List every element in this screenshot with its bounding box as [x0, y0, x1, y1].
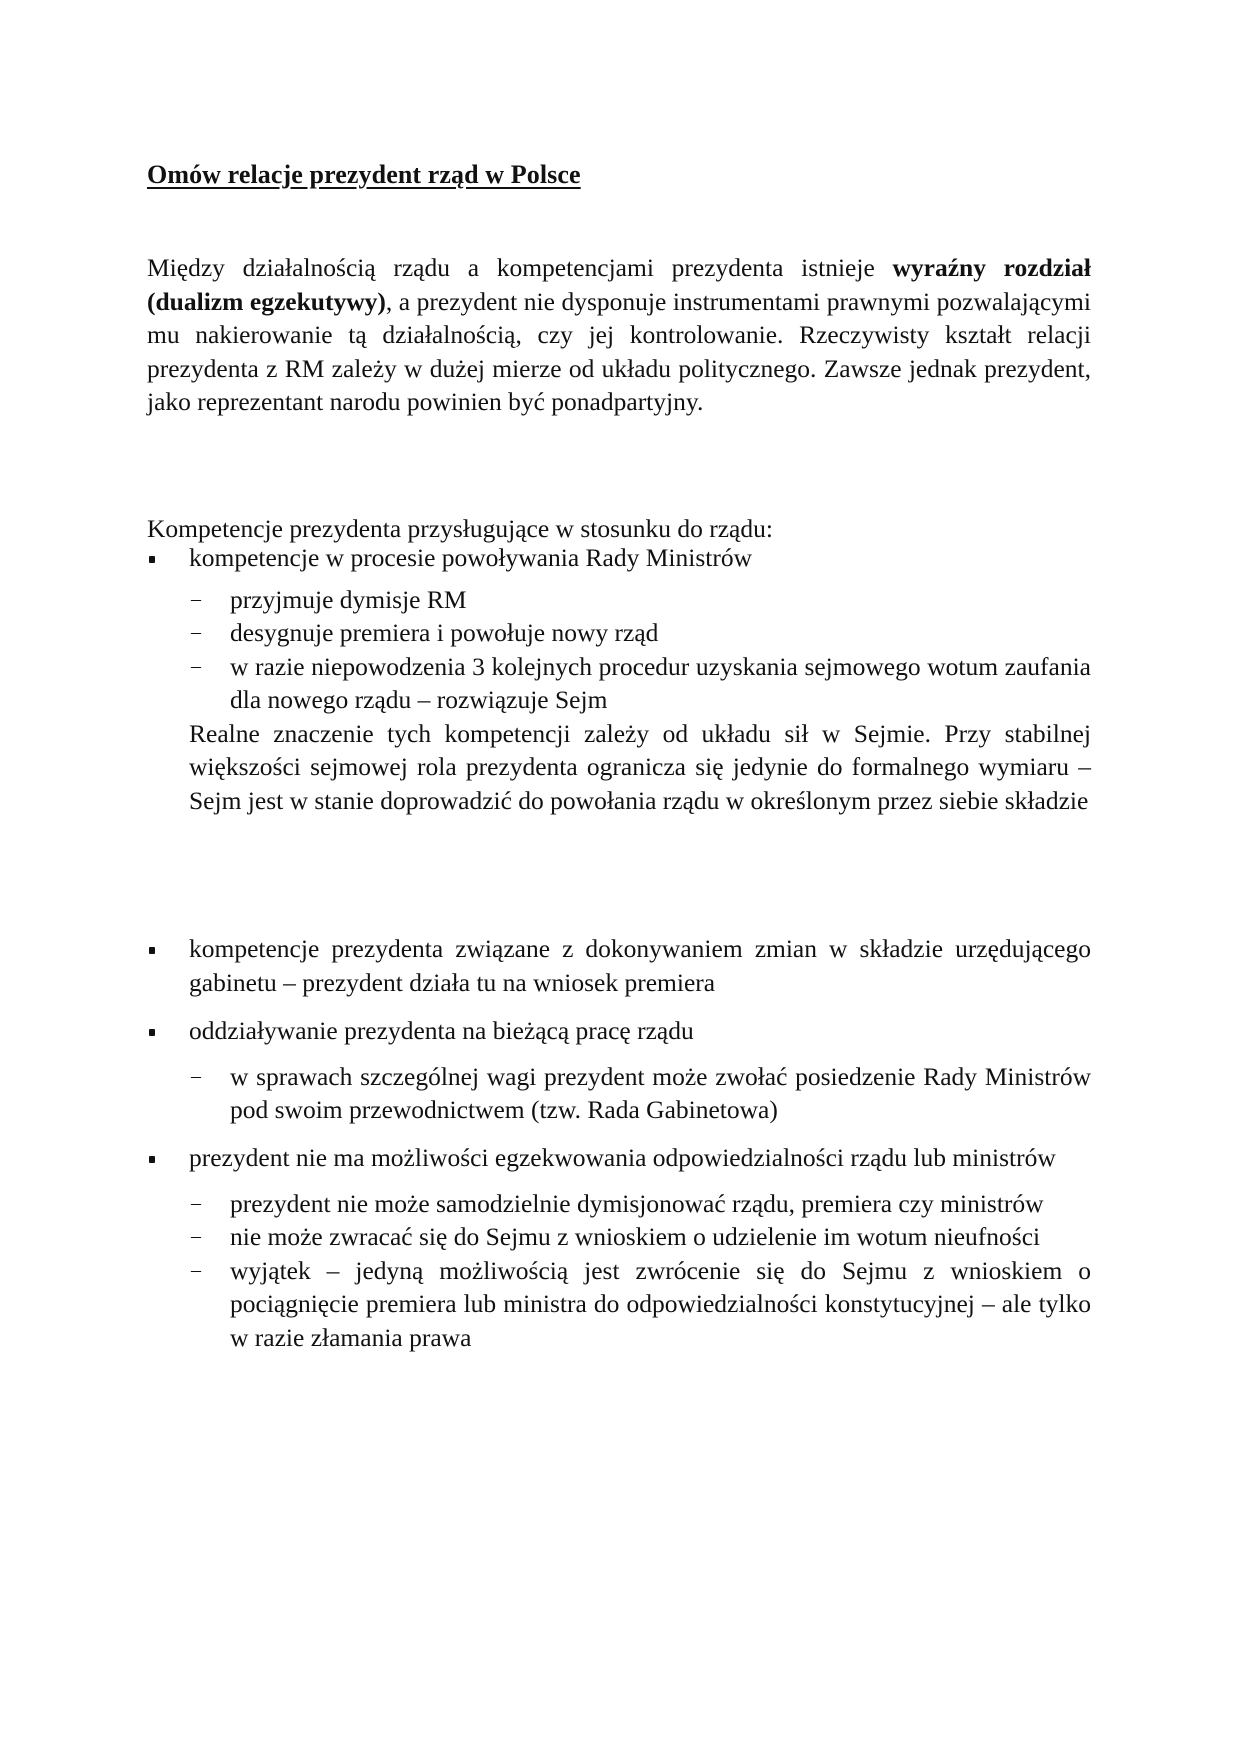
competence-list-4	[147, 1141, 1091, 1354]
dash-icon: –	[191, 1064, 201, 1087]
sub-list-item	[189, 1187, 1091, 1221]
list-item	[147, 541, 1091, 817]
sub-list	[189, 1060, 1091, 1127]
list-item-note: Realne znaczenie tych kompetencji zależy od układu sił w Sejmie. Przy stabilnej większości sejmowej rola prezydenta ogranicza się jedynie do formalnego wymiaru – Sejm jest w stanie doprowadzić do powołania rządu w określonym przez siebie składzie	[189, 718, 1091, 815]
bullet-icon	[149, 1029, 155, 1036]
sub-list	[189, 1187, 1091, 1355]
sub-list-item-text: prezydent nie może samodzielnie dymisjonować rządu, premiera czy ministrów	[230, 1188, 1044, 1218]
bullet-icon	[149, 947, 155, 954]
sub-list-item-text: przyjmuje dymisje RM	[230, 584, 467, 614]
list-item-text: oddziaływanie prezydenta na bieżącą pracę rządu	[189, 1016, 694, 1045]
competence-list-2	[147, 932, 1091, 999]
list-item-text: prezydent nie ma możliwości egzekwowania odpowiedzialności rządu lub ministrów	[189, 1143, 1056, 1172]
list-item	[147, 1014, 1091, 1127]
sub-list-item	[189, 583, 1091, 617]
dash-icon: –	[191, 654, 201, 677]
sub-list-item-text: w sprawach szczególnej wagi prezydent może zwołać posiedzenie Rady Ministrów pod swoim przewodnictwem (tzw. Rada Gabinetowa)	[230, 1061, 1091, 1124]
bullet-icon	[149, 556, 155, 563]
sub-list-item	[189, 1220, 1091, 1254]
lead-sentence: Kompetencje prezydenta przysługujące w stosunku do rządu:	[147, 514, 773, 543]
sub-list	[189, 583, 1091, 717]
list-item-text: kompetencje w procesie powoływania Rady Ministrów	[189, 543, 752, 572]
sub-list-item-text: w razie niepowodzenia 3 kolejnych procedur uzyskania sejmowego wotum zaufania dla nowego rządu – rozwiązuje Sejm	[230, 651, 1091, 714]
sub-list-item-text: nie może zwracać się do Sejmu z wnioskiem o udzielenie im wotum nieufności	[230, 1222, 1041, 1251]
sub-list-item	[189, 1254, 1091, 1355]
page-title: Omów relacje prezydent rząd w Polsce	[147, 160, 581, 189]
intro-text-part1: Między działalnością rządu a kompetencjami prezydenta istnieje	[147, 253, 893, 282]
sub-list-item	[189, 1060, 1091, 1127]
dash-icon: –	[191, 1258, 201, 1281]
dash-icon: –	[191, 1191, 201, 1214]
intro-text-part2: , a prezydent nie dysponuje instrumentami prawnymi pozwalającymi mu nakierowanie tą działalnością, czy jej kontrolowanie. Rzeczywisty kształt relacji prezydenta z RM zależy w dużej mierze od układu politycznego. Zawsze jednak prezydent, jako reprezentant narodu powinien być ponadpartyjny.	[147, 286, 1091, 416]
sub-list-item-text: desygnuje premiera i powołuje nowy rząd	[230, 618, 659, 647]
dash-icon: –	[191, 587, 201, 610]
bullet-icon	[149, 1156, 155, 1163]
dash-icon: –	[191, 1225, 201, 1247]
dash-icon: –	[191, 621, 201, 643]
sub-list-item	[189, 616, 1091, 650]
sub-list-item	[189, 650, 1091, 717]
competence-list-1	[147, 541, 1091, 817]
list-item-text: kompetencje prezydenta związane z dokonywaniem zmian w składzie urzędującego gabinetu – prezydent działa tu na wniosek premiera	[189, 934, 1091, 997]
list-item	[147, 1141, 1091, 1354]
intro-paragraph	[147, 251, 1091, 419]
sub-list-item-text: wyjątek – jedyną możliwością jest zwrócenie się do Sejmu z wnioskiem o pociągnięcie premiera lub ministra do odpowiedzialności konstytucyjnej – ale tylko w razie złamania prawa	[230, 1255, 1091, 1352]
intro-bold-phrase: wyraźny rozdział (dualizm egzekutywy)	[147, 253, 1091, 316]
competence-list-3	[147, 1014, 1091, 1127]
list-item	[147, 932, 1091, 999]
